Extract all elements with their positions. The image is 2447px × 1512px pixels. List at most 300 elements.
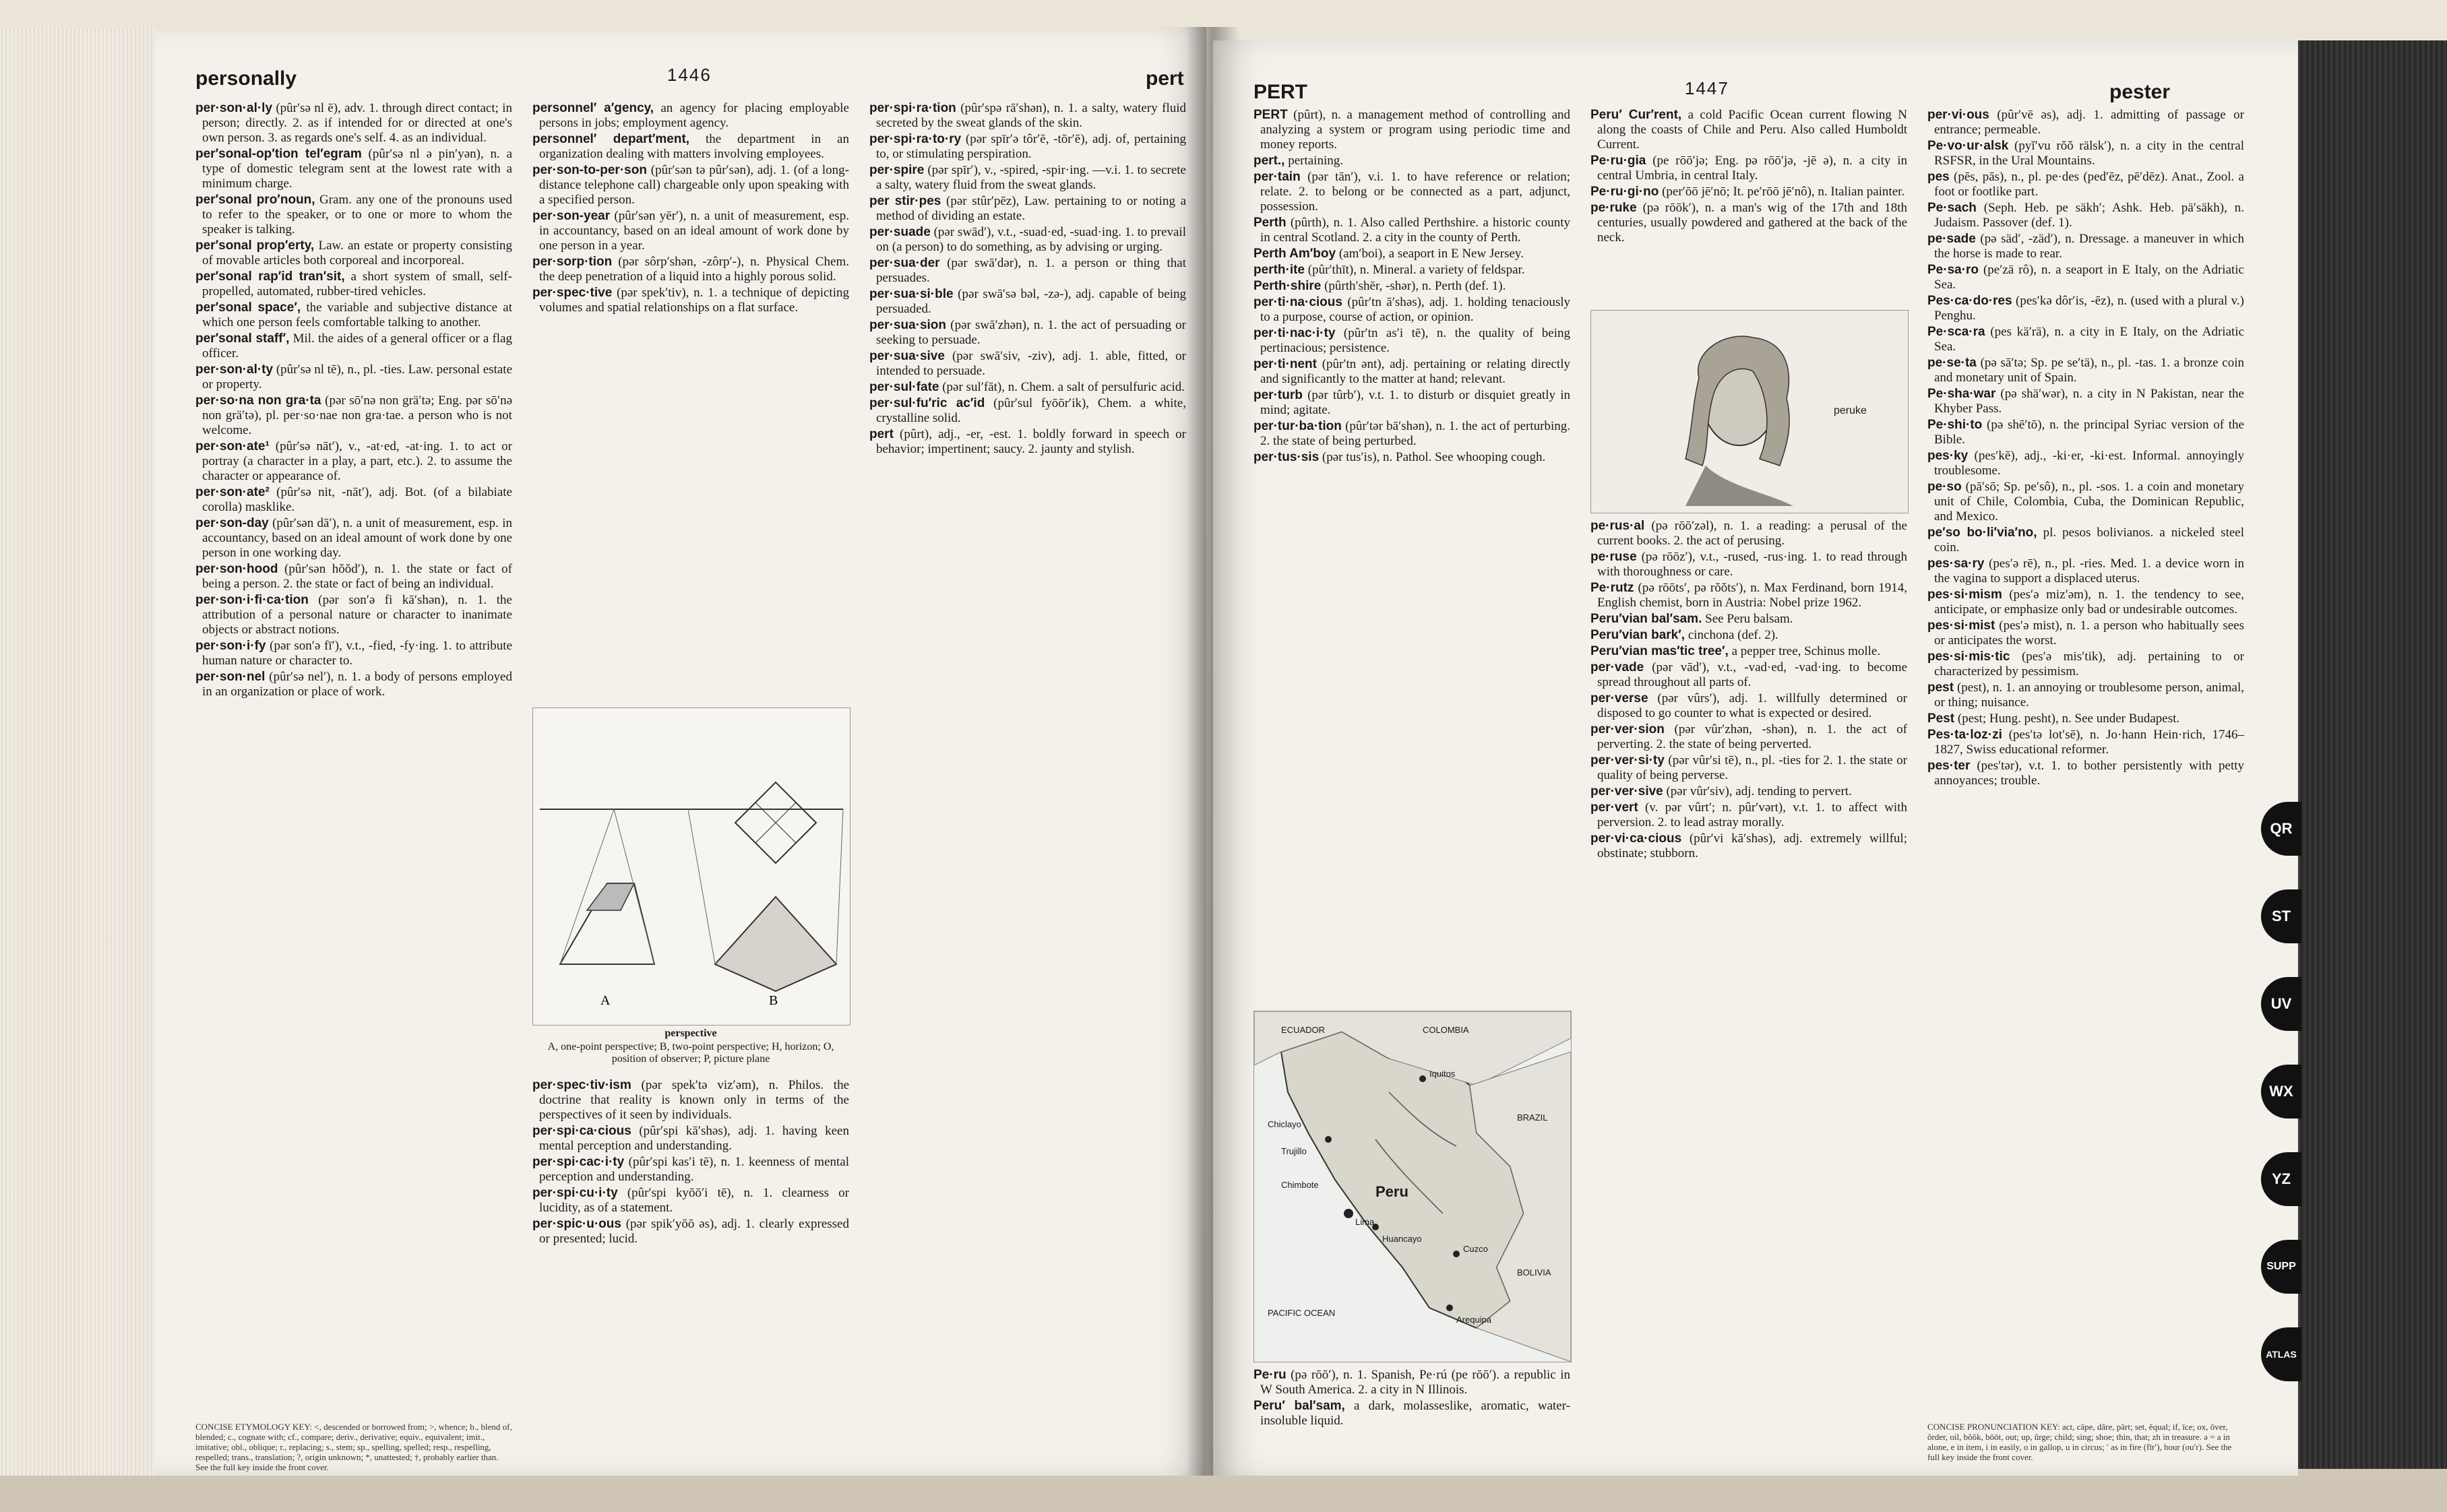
entry-definition: (pes′kə dôr′is, -ēz), n. (used with a plural v.) Penghu. [1934, 294, 2244, 323]
entry-headword: pest [1927, 681, 1954, 695]
left-column-2 [532, 101, 849, 707]
entry-definition: (pûr′vi kā′shəs), adj. extremely willful; obstinate; stubborn. [1597, 831, 1907, 860]
entry-definition: (pər swād′), v.t., -suad·ed, -suad·ing. 1. to prevail on (a person) to do something, as by advising or urging. [876, 225, 1186, 254]
dictionary-entry [1590, 108, 1907, 152]
dictionary-entry [1927, 170, 2244, 199]
dictionary-entry [195, 639, 512, 668]
entry-headword: PERT [1253, 108, 1288, 122]
dictionary-entry [1590, 550, 1907, 579]
entry-definition: (pes′tər), v.t. 1. to bother persistently with petty annoyances; trouble. [1934, 759, 2244, 788]
entry-definition: (pə sā′tə; Sp. pe se′tä), n., pl. -tas. 1. a bronze coin and monetary unit of Spain. [1934, 356, 2244, 385]
entry-definition: (pes′tə lot′sē), n. Jo·hann Hein·rich, 1746–1827, Swiss educational reformer. [1934, 728, 2244, 757]
entry-headword: pes·si·mism [1927, 588, 2002, 602]
map-label-ecuador: ECUADOR [1281, 1025, 1326, 1035]
entry-definition: (pûr′sə nāt′), v., -at·ed, -at·ing. 1. to act or portray (a character in a play, a part, etc.). 2. to assume the character or appearance of. [202, 439, 512, 483]
entry-headword: Peru′vian mas′tic tree′, [1590, 644, 1729, 658]
left-column-2-lower [532, 1078, 849, 1415]
entry-definition: (pyĭ′vu rŏŏ rälsk′), n. a city in the central RSFSR, in the Ural Mountains. [1934, 139, 2244, 168]
entry-definition: (pər tān′), v.i. 1. to have reference or relation; relate. 2. to belong or be connected as a part, adjunct, possession. [1260, 170, 1570, 214]
entry-headword: personnel′ depart′ment, [532, 132, 690, 146]
figure-caption: A, one-point perspective; B, two-point perspective; H, horizon; O, position of observer; P, picture plane [547, 1041, 834, 1065]
entry-headword: per·verse [1590, 691, 1648, 705]
dictionary-entry [1927, 108, 2244, 137]
map-label-bolivia: BOLIVIA [1517, 1267, 1551, 1278]
dictionary-entry [1253, 108, 1570, 152]
dictionary-entry [532, 1078, 849, 1123]
entry-definition: (pest), n. 1. an annoying or troublesome person, animal, or thing; nuisance. [1934, 681, 2244, 710]
entry-headword: per·son-to-per·son [532, 163, 647, 177]
dictionary-entry [195, 593, 512, 637]
dictionary-entry [532, 1155, 849, 1185]
entry-definition: (pər swā′dər), n. 1. a person or thing that persuades. [876, 256, 1186, 285]
dictionary-entry [869, 163, 1186, 193]
entry-definition: (pər son′ə fī′), v.t., -fied, -fy·ing. 1. to attribute human nature or character to. [202, 639, 512, 668]
dictionary-entry [195, 516, 512, 561]
left-column-1 [195, 101, 512, 1415]
peruke-illustration [1590, 310, 1909, 513]
entry-headword: Peru′vian bal′sam. [1590, 612, 1702, 626]
dictionary-entry [1927, 759, 2244, 788]
dictionary-entry [869, 349, 1186, 379]
entry-headword: per·spi·cu·i·ty [532, 1186, 618, 1200]
figure-title: perspective [664, 1028, 717, 1039]
entry-definition: (pûr′sul fyōōr′ik), Chem. a white, crystalline solid. [876, 396, 1186, 425]
entry-headword: Peru′ bal′sam, [1253, 1399, 1345, 1413]
dictionary-entry [1590, 201, 1907, 245]
entry-definition: (v. pər vûrt′; n. pûr′vərt), v.t. 1. to affect with perversion. 2. to lead astray morally. [1597, 800, 1907, 829]
entry-headword: Pe·sach [1927, 201, 1977, 215]
entry-definition: See Peru balsam. [1702, 612, 1793, 626]
entry-definition: (pes′ə rē), n., pl. -ries. Med. 1. a device worn in the vagina to support a displaced uterus. [1934, 557, 2244, 586]
thumb-tab-wx[interactable]: WX [2261, 1065, 2301, 1119]
dictionary-entry [532, 101, 849, 131]
map-label-pacific-ocean: PACIFIC OCEAN [1268, 1308, 1336, 1318]
thumb-tab-st[interactable]: ST [2261, 889, 2301, 943]
entry-definition: (pûr′sə nel′), n. 1. a body of persons employed in an organization or place of work. [202, 670, 512, 699]
left-running-head: personally [195, 67, 297, 90]
dictionary-entry [195, 393, 512, 438]
entry-definition: cinchona (def. 2). [1685, 628, 1778, 642]
entry-headword: per·tain [1253, 170, 1301, 184]
entry-headword: per·son·hood [195, 562, 278, 576]
entry-definition: (pər stûr′pēz), Law. pertaining to or noting a method of dividing an estate. [876, 194, 1187, 223]
dictionary-entry [1927, 232, 2244, 261]
entry-headword: Peru′vian bark′, [1590, 628, 1685, 642]
thumb-tab-supp[interactable]: SUPP [2261, 1240, 2301, 1294]
dictionary-entry [869, 380, 1186, 395]
entry-headword: Perth [1253, 216, 1287, 230]
right-page [1213, 40, 2298, 1476]
dictionary-entry [1927, 325, 2244, 354]
entry-headword: Perth Am′boy [1253, 247, 1336, 261]
entry-definition: (pər vād′), v.t., -vad·ed, -vad·ing. to become spread throughout all parts of. [1597, 660, 1907, 689]
dictionary-entry [1927, 480, 2244, 524]
entry-definition: (pər sul′fāt), n. Chem. a salt of persulfuric acid. [939, 380, 1185, 394]
entry-headword: per stir·pes [869, 194, 941, 208]
entry-definition: (pe rōō′jə; Eng. pə rōō′jə, -jē ə), n. a city in central Umbria, in central Italy. [1597, 154, 1907, 183]
entry-headword: per·son·al·ly [195, 101, 273, 115]
entry-headword: pe·se·ta [1927, 356, 1977, 370]
dictionary-entry [195, 670, 512, 699]
dictionary-entry [1590, 581, 1907, 610]
left-page-number: 1446 [667, 65, 712, 85]
entry-headword: per′sonal rap′id tran′sit, [195, 270, 345, 284]
dictionary-entry [195, 239, 512, 268]
right-running-head: pester [2109, 81, 2171, 103]
entry-definition: Mil. the aides of a general officer or a flag officer. [202, 332, 512, 360]
map-label-chiclayo: Chiclayo [1268, 1119, 1301, 1129]
dictionary-entry [1590, 612, 1907, 627]
entry-definition: the variable and subjective distance at which one person feels comfortable talking to another. [202, 301, 512, 329]
dictionary-entry [1590, 185, 1907, 199]
entry-headword: per·spi·ra·to·ry [869, 132, 962, 146]
entry-definition: (pûr′spi kā′shəs), adj. 1. having keen mental perception and understanding. [539, 1124, 849, 1153]
entry-definition: (pûr′spi kyōō′i tē), n. 1. clearness or lucidity, as of a statement. [539, 1186, 849, 1215]
dictionary-entry [1253, 170, 1570, 214]
entry-headword: per·son·ate² [195, 485, 270, 499]
dictionary-entry [1590, 154, 1907, 183]
entry-definition: (pər tus′is), n. Pathol. See whooping cough. [1319, 450, 1546, 464]
dictionary-entry [1927, 588, 2244, 617]
entry-definition: (pər vûrs′), adj. 1. willfully determined or disposed to go counter to what is expected or desired. [1597, 691, 1907, 720]
dictionary-entry [1253, 154, 1570, 168]
entry-definition: (pər swā′sə bəl, -zə-), adj. capable of being persuaded. [876, 287, 1186, 316]
dictionary-entry [1253, 450, 1570, 465]
left-column-3 [869, 101, 1186, 1415]
entry-headword: pes [1927, 170, 1950, 184]
right-column-2 [1590, 108, 1907, 303]
entry-headword: per·tur·ba·tion [1253, 419, 1342, 433]
dictionary-entry [869, 396, 1186, 426]
entry-headword: per·ver·sion [1590, 722, 1665, 736]
entry-headword: per·son-day [195, 516, 269, 530]
dictionary-entry [869, 427, 1186, 457]
dictionary-entry [869, 287, 1186, 317]
map-country-label: Peru [1375, 1183, 1408, 1200]
entry-definition: Gram. any one of the pronouns used to refer to the speaker, or to one or more to whom the speaker is talking. [202, 193, 513, 237]
entry-headword: per·tus·sis [1253, 450, 1320, 464]
dictionary-entry [532, 132, 849, 162]
entry-definition: (pûr′spə rā′shən), n. 1. a salty, watery fluid secreted by the sweat glands of the skin. [876, 101, 1186, 130]
dictionary-entry [1253, 295, 1570, 325]
dictionary-entry [1253, 419, 1570, 449]
entry-headword: Pe·ru·gia [1590, 154, 1646, 168]
left-guide-word: pert [1146, 67, 1184, 90]
dictionary-entry [1927, 356, 2244, 385]
entry-definition: an agency for placing employable persons in jobs; employment agency. [539, 101, 849, 130]
entry-headword: Pe·shi·to [1927, 418, 1983, 432]
dictionary-entry [1927, 294, 2244, 323]
peru-map [1253, 1011, 1572, 1362]
entry-headword: Pe·ru·gi·no [1590, 185, 1659, 199]
entry-headword: Pe·sha·war [1927, 387, 1996, 401]
entry-headword: pes·sa·ry [1927, 557, 1985, 571]
entry-headword: per·son·i·fi·ca·tion [195, 593, 309, 607]
dictionary-entry [1927, 449, 2244, 478]
dictionary-entry [532, 1217, 849, 1247]
dictionary-entry [1253, 326, 1570, 356]
entry-definition: (am′boi), a seaport in E New Jersey. [1336, 247, 1524, 261]
map-label-chimbote: Chimbote [1281, 1180, 1319, 1190]
entry-definition: (pûr′sən tə pûr′sən), adj. 1. (of a long-distance telephone call) chargeable only upon speaking with a specified person. [539, 163, 849, 207]
dictionary-entry [532, 209, 849, 253]
entry-definition: (pûrt), adj., -er, -est. 1. boldly forward in speech or behavior; impertinent; saucy. 2. jaunty and stylish. [876, 427, 1186, 456]
entry-headword: pe·sade [1927, 232, 1976, 246]
perspective-illustration [533, 708, 850, 1025]
entry-headword: per·spic·u·ous [532, 1217, 621, 1231]
entry-headword: pe·ruse [1590, 550, 1637, 564]
entry-headword: pe′so bo·li′via′no, [1927, 526, 2037, 540]
entry-headword: personnel′ a′gency, [532, 101, 654, 115]
entry-definition: (pûr′sən hŏŏd′), n. 1. the state or fact of being a person. 2. the state or fact of being an individual. [202, 562, 512, 591]
entry-headword: per·sua·sive [869, 349, 945, 363]
entry-definition: (pûr′thīt), n. Mineral. a variety of feldspar. [1305, 263, 1525, 277]
entry-headword: pes·si·mis·tic [1927, 650, 2010, 664]
entry-headword: per·sua·si·ble [869, 287, 954, 301]
left-page [155, 27, 1206, 1476]
entry-definition: (pər vûr′siv), adj. tending to pervert. [1663, 784, 1852, 798]
entry-headword: pert., [1253, 154, 1285, 168]
entry-headword: per·sul·fate [869, 380, 939, 394]
map-label-brazil: BRAZIL [1517, 1112, 1548, 1123]
entry-definition: (pə rōō′zəl), n. 1. a reading: a perusal of the current books. 2. the act of perusing. [1597, 519, 1907, 548]
entry-definition: a pepper tree, Schinus molle. [1728, 644, 1881, 658]
map-label-lima: Lima [1355, 1217, 1375, 1227]
entry-headword: per·vi·ous [1927, 108, 1989, 122]
dictionary-entry [195, 270, 512, 299]
entry-headword: per′sonal prop′erty, [195, 239, 315, 253]
dictionary-entry [869, 101, 1186, 131]
entry-definition: a short system of small, self-propelled, automated, rubber-tired vehicles. [202, 270, 512, 298]
dictionary-entry [1253, 388, 1570, 418]
entry-headword: pe·so [1927, 480, 1962, 494]
entry-definition: (Seph. Heb. pe säkh′; Ashk. Heb. pä′säkh), n. Judaism. Passover (def. 1). [1934, 201, 2244, 230]
entry-headword: per·suade [869, 225, 931, 239]
entry-headword: per′sonal pro′noun, [195, 193, 315, 207]
dictionary-entry [195, 193, 512, 237]
dictionary-entry [869, 318, 1186, 348]
dictionary-entry [1927, 201, 2244, 230]
entry-definition: (pes′ə mis′tik), adj. pertaining to or characterized by pessimism. [1934, 650, 2244, 679]
dictionary-entry [195, 101, 512, 146]
book-cover-right [2291, 40, 2447, 1469]
entry-definition: (pər spek′tiv), n. 1. a technique of depicting volumes and spatial relationships on a flat surface. [539, 286, 849, 315]
entry-definition: (pə rōōts′, pə rŏŏts′), n. Max Ferdinand, born 1914, English chemist, born in Austria: Nobel prize 1962. [1597, 581, 1907, 610]
entry-definition: (pes′ə mist), n. 1. a person who habitually sees or anticipates the worst. [1934, 619, 2244, 648]
dictionary-entry [1253, 247, 1570, 261]
dictionary-entry [195, 147, 512, 191]
entry-definition: (pər sôrp′shən, -zôrp′-), n. Physical Chem. the deep penetration of a liquid into a highly porous solid. [539, 255, 849, 284]
entry-headword: Pe·rutz [1590, 581, 1634, 595]
entry-headword: per·sua·der [869, 256, 940, 270]
entry-headword: per·spi·cac·i·ty [532, 1155, 625, 1169]
peruke-caption: peruke [1834, 405, 1867, 416]
dictionary-entry [869, 256, 1186, 286]
entry-definition: (pə rōōk′), n. a man's wig of the 17th and 18th centuries, usually powdered and gathered at the back of the neck. [1597, 201, 1907, 245]
dictionary-entry [1927, 619, 2244, 648]
book-page-edges-left [0, 27, 162, 1476]
dictionary-entry [1927, 712, 2244, 726]
entry-definition: Law. an estate or property consisting of movable articles both corporeal and incorporeal. [202, 239, 512, 267]
thumb-tab-qr[interactable]: QR [2261, 802, 2301, 856]
entry-headword: per·ti·na·cious [1253, 295, 1342, 309]
dictionary-entry [1253, 216, 1570, 245]
dictionary-entry [532, 163, 849, 208]
right-guide-word: PERT [1253, 81, 1308, 103]
entry-definition: (pûrth′shēr, -shər), n. Perth (def. 1). [1321, 279, 1506, 293]
dictionary-entry [1253, 279, 1570, 294]
entry-definition: (pər spīr′), v., -spired, -spir·ing. —v.i. 1. to secrete a salty, watery fluid from the sweat glands. [876, 163, 1186, 192]
entry-definition: (pər tûrb′), v.t. 1. to disturb or disquiet greatly in mind; agitate. [1260, 388, 1570, 417]
thumb-tab-uv[interactable]: UV [2261, 977, 2301, 1031]
entry-headword: per·sua·sion [869, 318, 947, 332]
thumb-tab-atlas[interactable]: ATLAS [2261, 1327, 2301, 1381]
entry-headword: Pe·vo·ur·alsk [1927, 139, 2009, 153]
dictionary-entry [1590, 831, 1907, 861]
entry-headword: pe·rus·al [1590, 519, 1645, 533]
dictionary-entry [1590, 644, 1907, 659]
entry-headword: per·spi·ra·tion [869, 101, 956, 115]
entry-definition: (pûr′tn ənt), adj. pertaining or relating directly and significantly to the matter at hand; relevant. [1260, 357, 1570, 386]
entry-headword: per·son·i·fy [195, 639, 266, 653]
entry-headword: Pe·sa·ro [1927, 263, 1979, 277]
dictionary-entry [1590, 519, 1907, 548]
dictionary-entry [1253, 1399, 1570, 1428]
entry-definition: (pes′kē), adj., -ki·er, -ki·est. Informal. annoyingly troublesome. [1934, 449, 2244, 478]
entry-definition: pertaining. [1284, 154, 1343, 168]
dictionary-entry [1590, 784, 1907, 799]
entry-headword: per·spec·tiv·ism [532, 1078, 631, 1092]
right-pronunciation-key: CONCISE PRONUNCIATION KEY: act, cāpe, dâre, pärt; set, ēqual; if, īce; ox, ōver, ôrder, oil, bŏŏk, bōōt, out; up, ûrge; child; sing; shoe; thin, that; zh in treasure. ə = a in alone, e in item, i in easily, o in gallop, u in circus; ′ as in fire (fīr′), hour (ou′r). See the full key inside the front cover. [1927, 1422, 2232, 1462]
entry-definition: (pər sō′nə non grä′tə; Eng. pər sō′nə non grä′tə), pl. per·so·nae non gra·tae. a person who is not welcome. [202, 393, 513, 437]
dictionary-entry [1590, 660, 1907, 690]
dictionary-entry [1590, 753, 1907, 783]
map-label-cuzco: Cuzco [1463, 1244, 1488, 1254]
entry-definition: (pēs, pās), n., pl. pe·des (ped′ēz, pē′dēz). Anat., Zool. a foot or footlike part. [1934, 170, 2244, 199]
dictionary-entry [1927, 650, 2244, 679]
entry-definition: (pûr′sə nl ə pin′yən), n. a type of domestic telegram sent at the lowest rate with a minimum charge. [202, 147, 512, 191]
dictionary-entry [869, 194, 1186, 224]
entry-headword: per·spi·ca·cious [532, 1124, 631, 1138]
dictionary-entry [532, 1186, 849, 1216]
dictionary-entry [1927, 526, 2244, 555]
right-column-1-lower [1253, 1368, 1570, 1449]
entry-headword: per·ver·si·ty [1590, 753, 1665, 767]
map-label-huancayo: Huancayo [1382, 1234, 1422, 1244]
dictionary-entry [1927, 263, 2244, 292]
perspective-figure [532, 707, 850, 1026]
right-page-number: 1447 [1685, 78, 1729, 98]
entry-headword: per·son·ate¹ [195, 439, 270, 453]
dictionary-entry [1590, 628, 1907, 643]
entry-definition: (pə säd′, -zäd′), n. Dressage. a maneuver in which the horse is made to rear. [1934, 232, 2244, 261]
entry-definition: (pər spek′tə viz′əm), n. Philos. the doctrine that reality is known only in terms of the perspectives of it seen by individuals. [539, 1078, 849, 1122]
entry-definition: (pûr′sən dā′), n. a unit of measurement, esp. in accountancy, based on an ideal amount of work done by one person in one working day. [202, 516, 512, 560]
dictionary-entry [869, 225, 1186, 255]
dictionary-entry [1927, 139, 2244, 168]
entry-headword: per·vade [1590, 660, 1644, 674]
dictionary-entry [1927, 418, 2244, 447]
dictionary-entry [532, 1124, 849, 1154]
dictionary-entry [195, 363, 512, 392]
entry-headword: pe·ruke [1590, 201, 1637, 215]
right-column-1 [1253, 108, 1570, 1004]
dictionary-entry [1927, 387, 2244, 416]
entry-definition: (pûr′spi kas′i tē), n. 1. keenness of mental perception and understanding. [539, 1155, 849, 1184]
entry-definition: (pər son′ə fi kā′shən), n. 1. the attribution of a personal nature or character to inanimate objects or abstract notions. [202, 593, 512, 637]
entry-definition: (pər vûr′zhən, -shən), n. 1. the act of perverting. 2. the state of being perverted. [1597, 722, 1907, 751]
entry-definition: (pər spīr′ə tôr′ē, -tōr′ē), adj. of, pertaining to, or stimulating perspiration. [876, 132, 1186, 161]
right-column-2-lower [1590, 519, 1907, 1449]
entry-definition: the department in an organization dealing with matters involving employees. [539, 132, 849, 161]
entry-headword: pert [869, 427, 894, 441]
dictionary-entry [1927, 681, 2244, 710]
dictionary-entry [869, 132, 1186, 162]
entry-headword: Pes·ca·do·res [1927, 294, 2012, 308]
entry-headword: Peru′ Cur′rent, [1590, 108, 1682, 122]
entry-headword: per·turb [1253, 388, 1303, 402]
dictionary-entry [195, 332, 512, 361]
entry-definition: (pə rōōz′), v.t., -rused, -rus·ing. 1. to read through with thoroughness or care. [1597, 550, 1907, 579]
map-label-arequipa: Arequipa [1456, 1315, 1492, 1325]
dictionary-entry [1927, 557, 2244, 586]
entry-definition: (pest; Hung. pesht), n. See under Budapest. [1954, 712, 2180, 726]
figure-label-b: B [769, 993, 778, 1008]
entry-definition: (pûr′sə nit, -nāt′), adj. Bot. (of a bilabiate corolla) masklike. [202, 485, 512, 514]
dictionary-entry [532, 286, 849, 315]
entry-definition: a cold Pacific Ocean current flowing N along the coasts of Chile and Peru. Also called Humboldt Current. [1597, 108, 1907, 152]
entry-definition: (pûr′sə nl ē), adv. 1. through direct contact; in person; directly. 2. as if intended for or directed at one's own person. 3. as regards one's self. 4. as an individual. [202, 101, 512, 145]
entry-definition: (pər swā′siv, -ziv), adj. 1. able, fitted, or intended to persuade. [876, 349, 1186, 378]
entry-definition: (pûrt), n. a management method of controlling and analyzing a system or program using periodic time and money reports. [1260, 108, 1570, 152]
entry-headword: perth·ite [1253, 263, 1305, 277]
entry-headword: per·son-year [532, 209, 611, 223]
entry-definition: a dark, molasseslike, aromatic, water-insoluble liquid. [1260, 1399, 1570, 1428]
entry-headword: per·ti·nac·i·ty [1253, 326, 1336, 340]
figure-label-a: A [600, 993, 611, 1008]
entry-headword: Perth·shire [1253, 279, 1322, 293]
dictionary-entry [195, 301, 512, 330]
dictionary-entry [1590, 722, 1907, 752]
entry-headword: per·sorp·tion [532, 255, 613, 269]
entry-definition: (per′ōō jē′nō; It. pe′rōō jē′nô), n. Italian painter. [1659, 185, 1905, 199]
entry-headword: per·vert [1590, 800, 1638, 815]
entry-definition: (pes kä′rä), n. a city in E Italy, on the Adriatic Sea. [1934, 325, 2244, 354]
entry-headword: pes·si·mist [1927, 619, 1995, 633]
entry-headword: per·spec·tive [532, 286, 613, 300]
dictionary-entry [1927, 728, 2244, 757]
entry-headword: per·vi·ca·cious [1590, 831, 1682, 846]
entry-definition: (pûrth), n. 1. Also called Perthshire. a historic county in central Scotland. 2. a city in the county of Perth. [1260, 216, 1570, 245]
entry-headword: per·ver·sive [1590, 784, 1663, 798]
entry-headword: per·son·nel [195, 670, 266, 684]
thumb-tab-yz[interactable]: YZ [2261, 1152, 2301, 1206]
entry-definition: (pe′zä rô), n. a seaport in E Italy, on the Adriatic Sea. [1934, 263, 2244, 292]
entry-headword: pes·ter [1927, 759, 1971, 773]
entry-headword: per′sonal space′, [195, 301, 301, 315]
entry-definition: pl. pesos bolivianos. a nickeled steel coin. [1934, 526, 2244, 555]
dictionary-entry [1253, 263, 1570, 278]
entry-headword: per·so·na non gra·ta [195, 393, 321, 408]
entry-definition: (pə rōō′), n. 1. Spanish, Pe·rú (pe rōō′). a republic in W South America. 2. a city in N Illinois. [1260, 1368, 1570, 1397]
right-column-3 [1927, 108, 2244, 1415]
entry-definition: (pes′ə miz′əm), n. 1. the tendency to see, anticipate, or emphasize only bad or undesirable outcomes. [1934, 588, 2244, 617]
entry-headword: Pes·ta·loz·zi [1927, 728, 2002, 742]
dictionary-entry [195, 439, 512, 484]
left-etymology-key: CONCISE ETYMOLOGY KEY: <, descended or borrowed from; >, whence; b., blend of, blended; c., cognate with; cf., compare; deriv., derivative; equiv., equivalent; imit., imitative; obl., oblique; r., replacing; s., stem; sp., spelling, spelled; resp., respelling, respelled; trans., translation; ?, origin unknown; *, unattested; †, probably earlier than. See the full key inside the front cover. [195, 1422, 512, 1472]
entry-headword: per·son·al·ty [195, 363, 274, 377]
entry-definition: (pər spik′yōō əs), adj. 1. clearly expressed or presented; lucid. [539, 1217, 849, 1246]
